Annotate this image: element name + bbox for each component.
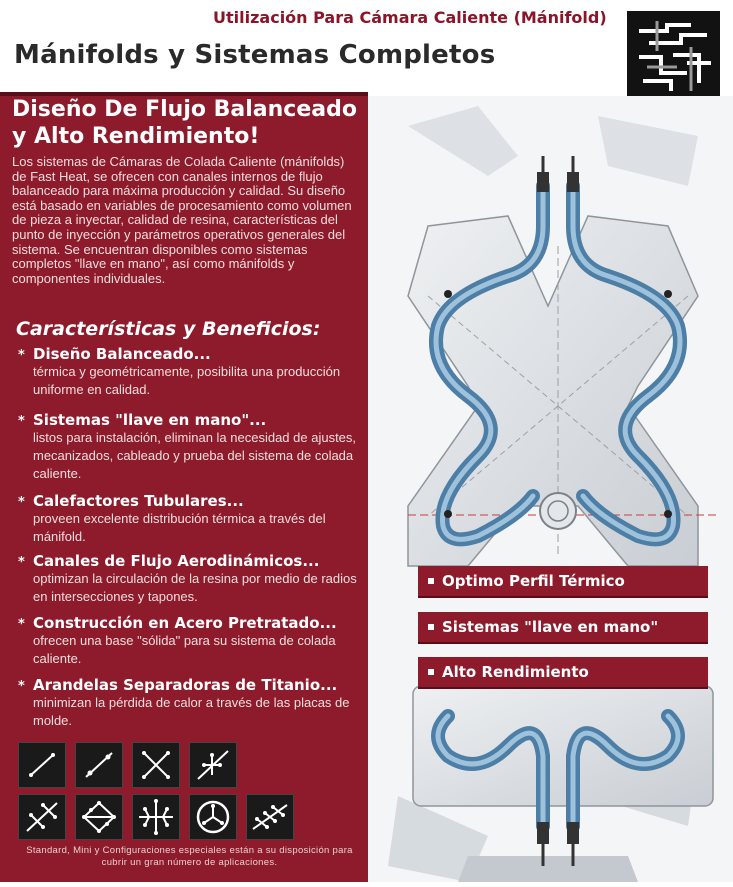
eight-drop-icon bbox=[132, 794, 180, 840]
bullet-star-icon: * bbox=[18, 617, 25, 632]
six-drop-icon bbox=[75, 794, 123, 840]
badge-thermal-profile: Optimo Perfil Térmico bbox=[418, 566, 708, 598]
feature-item: * Arandelas Separadoras de Titanio... minimizan la pérdida de calor a través de las placas de molde. bbox=[18, 676, 350, 728]
two-drop-line-icon bbox=[75, 742, 123, 788]
feature-item: * Calefactores Tubulares... proveen excelente distribución térmica a través del mánifold. bbox=[18, 492, 326, 544]
x-cross-icon bbox=[132, 742, 180, 788]
radial-circle-icon bbox=[189, 794, 237, 840]
page-subtitle: Utilización Para Cámara Caliente (Mánifold) bbox=[213, 8, 607, 27]
series-branch-icon bbox=[246, 794, 294, 840]
configuration-icons-row-1 bbox=[18, 742, 237, 788]
feature-item: * Canales de Flujo Aerodinámicos... optimizan la circulación de la resina por medio de radios en intersecciones y tapones. bbox=[18, 552, 357, 604]
single-line-icon bbox=[18, 742, 66, 788]
footnote: Standard, Mini y Configuraciones especiales están a su disposición para cubrir un gran número de aplicaciones. bbox=[26, 845, 353, 868]
company-logo bbox=[627, 11, 720, 102]
features-heading: Características y Beneficios: bbox=[16, 318, 321, 340]
four-drop-cross-icon bbox=[18, 794, 66, 840]
bullet-star-icon: * bbox=[18, 555, 25, 570]
bullet-star-icon: * bbox=[18, 495, 25, 510]
h-branch-icon bbox=[189, 742, 237, 788]
bullet-square-icon bbox=[428, 578, 434, 584]
bullet-star-icon: * bbox=[18, 679, 25, 694]
manifold-diagram bbox=[368, 96, 733, 882]
badge-high-performance: Alto Rendimiento bbox=[418, 657, 708, 689]
bullet-square-icon bbox=[428, 669, 434, 675]
bullet-star-icon: * bbox=[18, 348, 25, 363]
feature-item: * Sistemas "llave en mano"... listos para instalación, eliminan la necesidad de ajustes, mecanizados, cableado y prueba del sistema de colada caliente. bbox=[18, 411, 357, 481]
bullet-star-icon: * bbox=[18, 414, 25, 429]
bullet-square-icon bbox=[428, 624, 434, 630]
page-title: Mánifolds y Sistemas Completos bbox=[14, 40, 496, 70]
badge-turnkey: Sistemas "llave en mano" bbox=[418, 612, 708, 644]
intro-paragraph: Los sistemas de Cámaras de Colada Caliente (mánifolds) de Fast Heat, se ofrecen con canales internos de flujo balanceado para máxima producción y calidad. Su diseño está basado en variables de procesamiento como volumen de pieza a inyectar, calidad de resina, características del punto de inyección y parámetros operativos generales del sistema. Se encuentran disponibles como sistemas completos "llave en mano", así como mánifolds y componentes individuales. bbox=[12, 154, 352, 286]
feature-item: * Diseño Balanceado... térmica y geométricamente, posibilita una producción uniforme en calidad. bbox=[18, 345, 341, 397]
configuration-icons-row-2 bbox=[18, 794, 294, 840]
feature-item: * Construcción en Acero Pretratado... ofrecen una base "sólida" para su sistema de colada caliente. bbox=[18, 614, 337, 666]
panel-heading: Diseño De Flujo Balanceado y Alto Rendimiento! bbox=[12, 97, 357, 149]
